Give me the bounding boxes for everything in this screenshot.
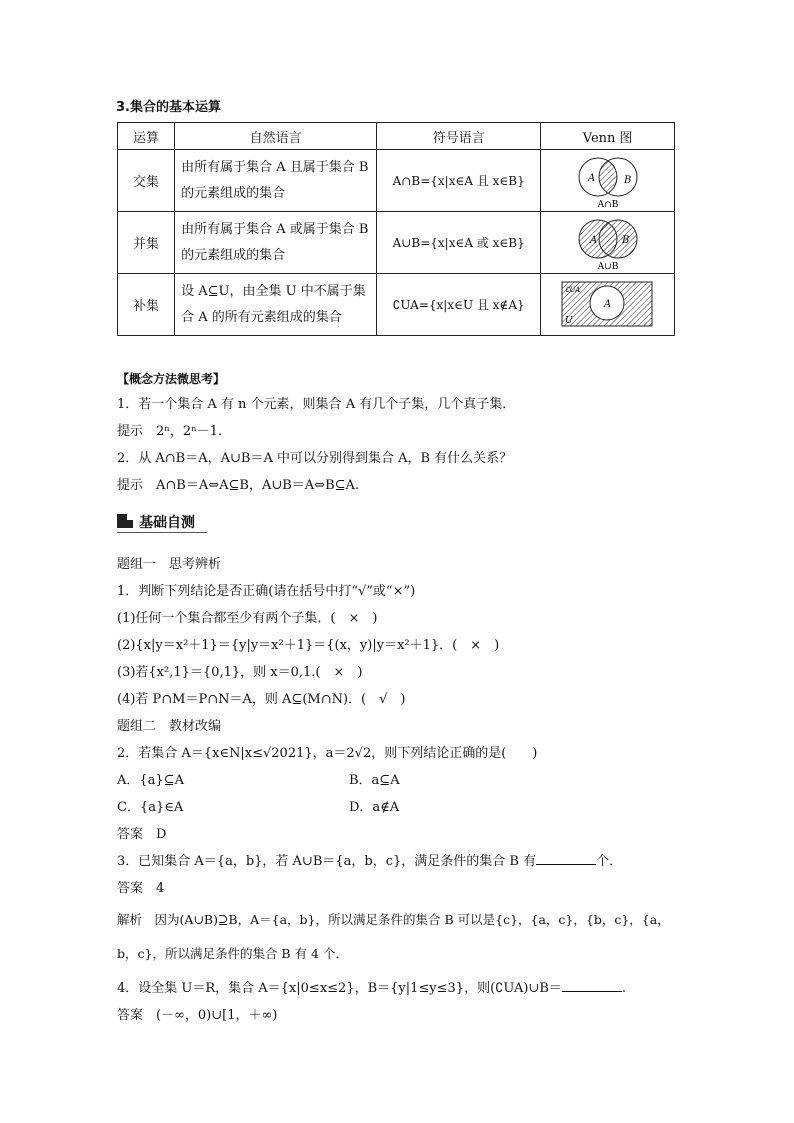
statement-line: (4)若 P∩M＝P∩N＝A，则 A⊆(M∩N)．( √ ) [117,692,406,707]
analysis-line: 解析 因为(A∪B)⊇B，A＝{a，b}，所以满足条件的集合 B 可以是{c}，{a，c}，{b，c}，{a， [117,912,670,927]
option-d: D．a∉A [349,800,400,815]
op-name: 并集 [118,212,175,274]
set-operations-table [117,122,675,336]
op-natural: 由所有属于集合 A 且属于集合 B 的元素组成的集合 [175,150,377,212]
answer-blank [562,979,622,992]
hint-line: 提示 A∩B＝A⇔A⊆B，A∪B＝A⇔B⊆A. [117,478,360,493]
venn-label-complement: ∁UA [564,285,580,294]
header-symbol-language: 符号语言 [377,123,541,150]
question-line: 2．若集合 A＝{x∈N|x≤√2021}，a＝2√2，则下列结论正确的是( ) [117,746,538,761]
answer-line: 答案 4 [117,881,165,896]
table-row [118,212,675,274]
question-line: 1．判断下列结论是否正确(请在括号中打“√”或“×”) [117,584,416,599]
statement-line: (3)若{x²,1}＝{0,1}，则 x＝0,1.( × ) [117,665,363,680]
venn-union [541,212,675,274]
section-marker-icon [117,514,133,528]
venn-complement [541,274,675,336]
venn-caption: A∩B [597,199,618,209]
op-symbol: ∁UA={x|x∈U 且 x∉A} [377,274,541,336]
table-row [118,274,675,336]
venn-label-u: U [564,315,573,326]
op-name: 补集 [118,274,175,336]
venn-label-a: A [603,298,611,310]
table-header-row [118,123,675,150]
analysis-line: b，c}，所以满足条件的集合 B 有 4 个． [117,946,348,961]
concept-heading: 【概念方法微思考】 [117,372,226,386]
header-operation: 运算 [118,123,175,150]
answer-line: 答案 D [117,827,167,842]
op-name: 交集 [118,150,175,212]
op-natural: 由所有属于集合 A 或属于集合 B 的元素组成的集合 [175,212,377,274]
op-symbol: A∪B={x|x∈A 或 x∈B} [377,212,541,274]
divider [117,532,207,533]
venn-label-b: B [623,174,632,186]
header-venn: Venn 图 [541,123,675,150]
q4-tail: . [621,981,627,996]
op-symbol: A∩B={x|x∈A 且 x∈B} [377,150,541,212]
header-natural-language: 自然语言 [175,123,377,150]
venn-label-a: A [587,172,595,184]
q4-text: 4．设全集 U＝R，集合 A＝{x|0≤x≤2}，B＝{y|1≤y≤3}，则(∁UA)∪B＝ [117,981,562,996]
op-natural: 设 A⊆U，由全集 U 中不属于集合 A 的所有元素组成的集合 [175,274,377,336]
statement-line: (2){x|y＝x²＋1}＝{y|y＝x²＋1}＝{(x，y)|y＝x²＋1}．( × ) [117,638,500,653]
question-line [117,850,622,869]
hint-line: 提示 2ⁿ，2ⁿ－1. [117,424,223,439]
question-line: 1．若一个集合 A 有 n 个元素，则集合 A 有几个子集，几个真子集． [117,397,516,412]
question-line: 2．从 A∩B＝A，A∪B＝A 中可以分别得到集合 A，B 有什么关系？ [117,451,513,466]
option-b: B．a⊆A [349,773,400,788]
venn-intersection [541,150,675,212]
table-row [118,150,675,212]
option-c: C．{a}∈A [117,800,184,815]
answer-blank [536,852,596,865]
section-title: 3.集合的基本运算 [116,100,221,115]
q3-tail: 个． [596,854,623,869]
group-title: 题组二 教材改编 [117,719,222,734]
venn-label-a: A [589,234,597,246]
option-a: A．{a}⊆A [117,773,184,788]
group-title: 题组一 思考辨析 [117,557,222,572]
q3-text: 3．已知集合 A＝{a，b}，若 A∪B＝{a，b，c}，满足条件的集合 B 有 [117,854,537,869]
statement-line: (1)任何一个集合都至少有两个子集．( × ) [117,611,378,626]
answer-line: 答案 (－∞，0)∪[1，＋∞) [117,1008,278,1023]
question-line [117,977,626,996]
venn-label-b: B [621,234,630,246]
section-heading: 基础自测 [139,515,195,531]
venn-caption: A∪B [597,261,618,271]
